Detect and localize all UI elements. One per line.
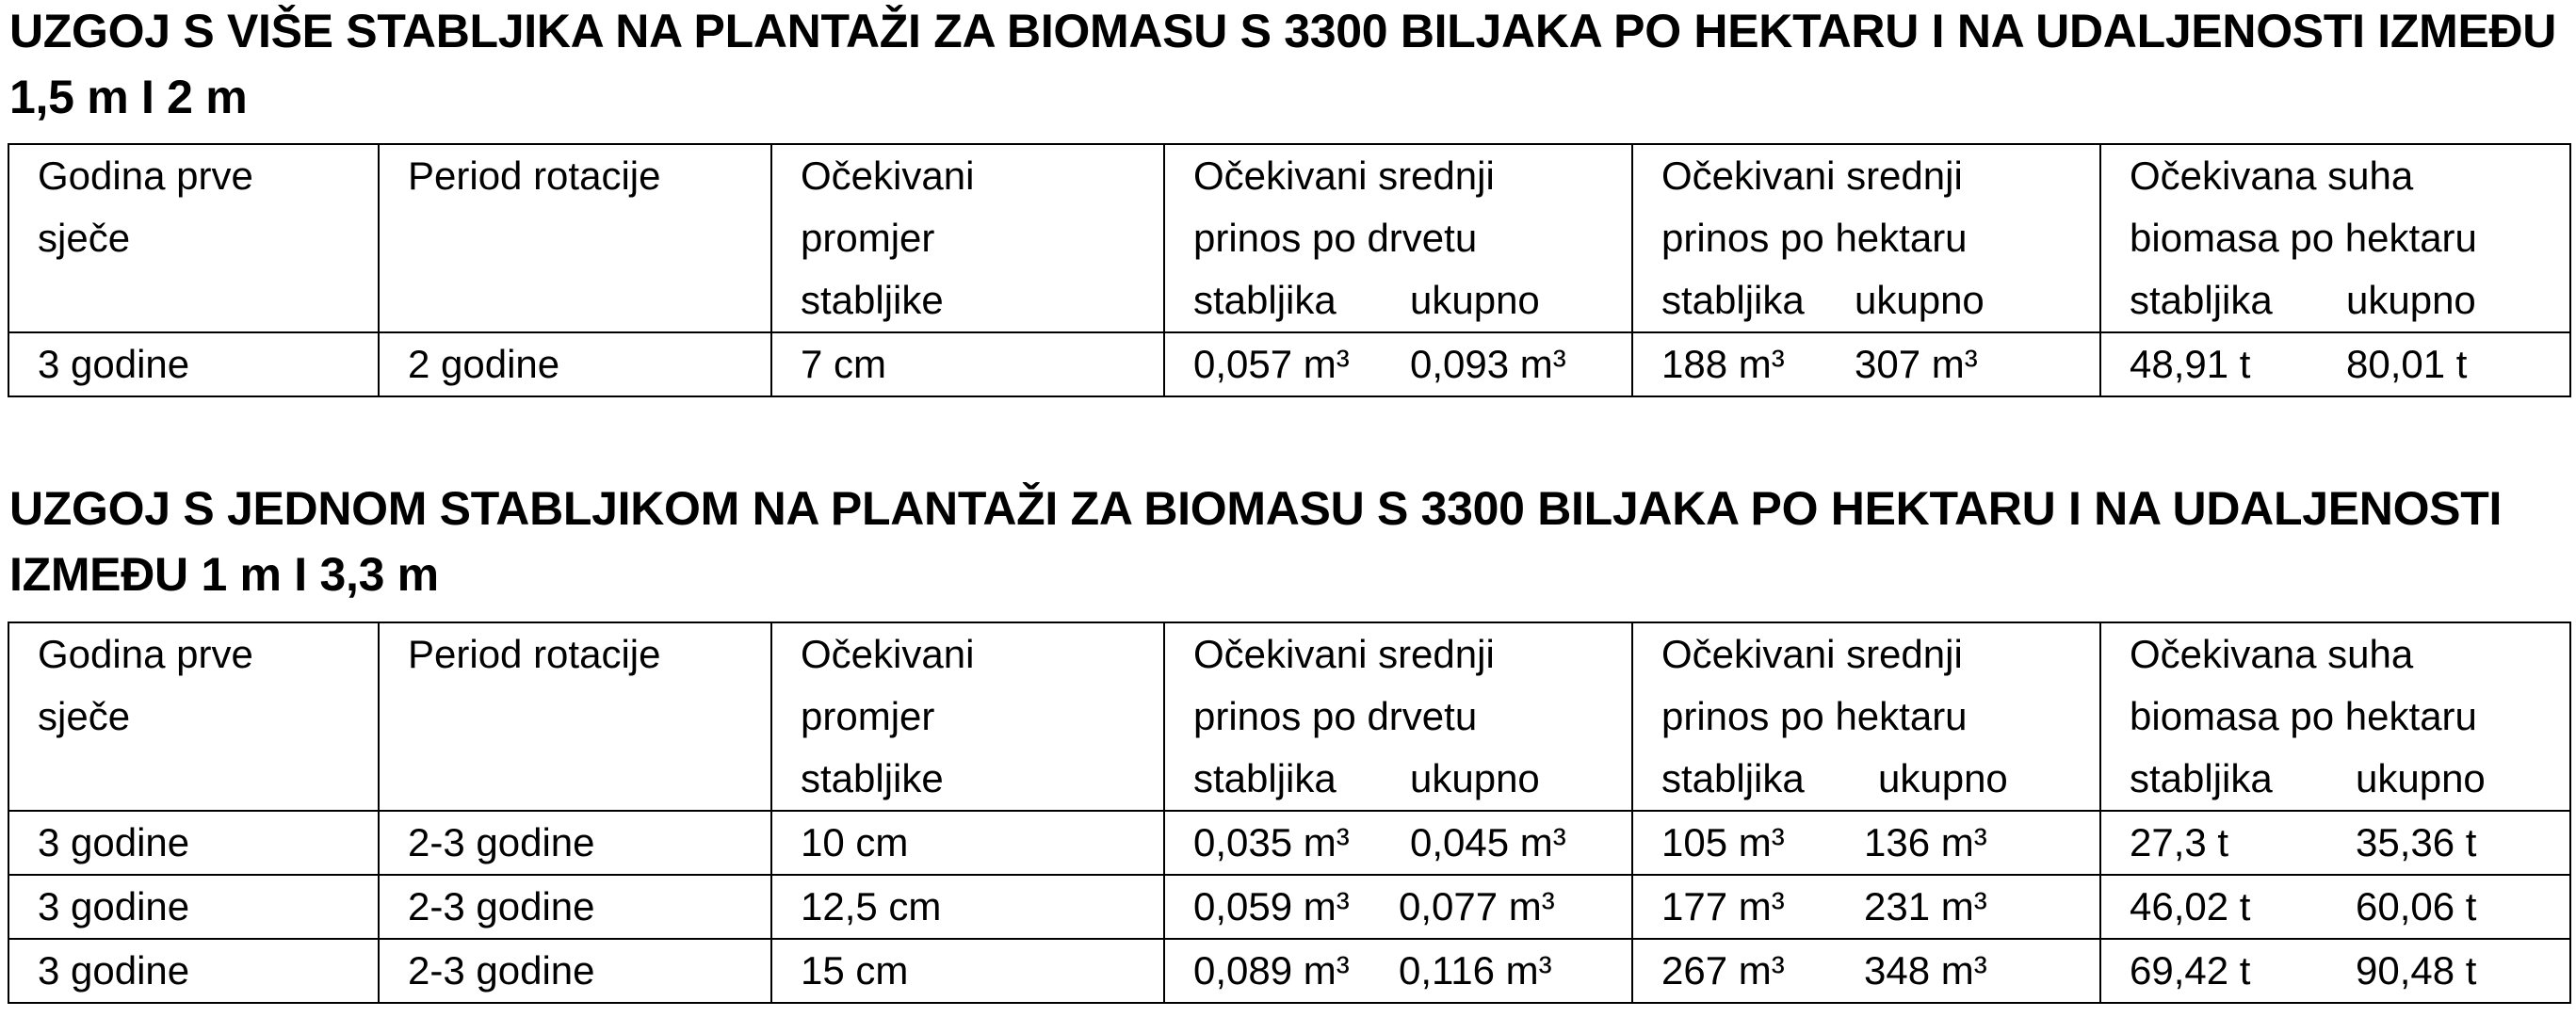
value-ukupno: 35,36 t: [2356, 820, 2477, 864]
cell-period: 2-3 godine: [379, 939, 771, 1003]
header-cell-biomasa: [2100, 622, 2570, 811]
value-stabljika: 0,057 m³: [1193, 342, 1350, 386]
value-ukupno: 231 m³: [1864, 884, 1987, 928]
header-text: prinos po hektaru: [1661, 694, 1968, 738]
value-ukupno: 136 m³: [1864, 820, 1987, 864]
header-text: prinos po drvetu: [1193, 694, 1478, 738]
subheader-stabljika: stabljika: [1193, 278, 1337, 322]
header-text: stabljike: [801, 756, 944, 800]
table-row: [8, 332, 2570, 396]
header-cell-godina: [8, 622, 379, 811]
value-stabljika: 0,059 m³: [1193, 884, 1350, 928]
value-ukupno: 0,045 m³: [1410, 820, 1566, 864]
cell-godina: 3 godine: [8, 939, 379, 1003]
header-cell-period: [379, 144, 771, 332]
header-cell-promjer: [771, 622, 1164, 811]
table-header-row: [8, 622, 2570, 811]
cell-godina: 3 godine: [8, 332, 379, 396]
subheader-ukupno: ukupno: [1878, 756, 2008, 800]
header-text: Period rotacije: [408, 632, 661, 676]
cell-period: 2-3 godine: [379, 811, 771, 875]
cell-promjer: 12,5 cm: [771, 875, 1164, 939]
cell-prinos-drvo: [1164, 811, 1632, 875]
cell-prinos-drvo: [1164, 939, 1632, 1003]
header-cell-godina: [8, 144, 379, 332]
subheader-ukupno: ukupno: [1410, 756, 1540, 800]
cell-godina: 3 godine: [8, 875, 379, 939]
subheader-ukupno: ukupno: [1410, 278, 1540, 322]
header-text: promjer: [801, 216, 935, 260]
header-text: biomasa po hektaru: [2130, 694, 2477, 738]
cell-biomasa: [2100, 939, 2570, 1003]
subheader-ukupno: ukupno: [1855, 278, 1985, 322]
header-subline: [1661, 748, 2099, 810]
cell-biomasa: [2100, 811, 2570, 875]
value-stabljika: 188 m³: [1661, 342, 1785, 386]
cell-godina: 3 godine: [8, 811, 379, 875]
table-row: [8, 939, 2570, 1003]
cell-promjer: 7 cm: [771, 332, 1164, 396]
header-cell-prinos-drvo: [1164, 144, 1632, 332]
value-ukupno: 0,116 m³: [1399, 948, 1552, 993]
value-stabljika: 46,02 t: [2130, 884, 2251, 928]
header-cell-biomasa: [2100, 144, 2570, 332]
subheader-stabljika: stabljika: [1661, 278, 1805, 322]
table-row: [8, 875, 2570, 939]
table-header-row: [8, 144, 2570, 332]
value-stabljika: 177 m³: [1661, 884, 1785, 928]
subheader-stabljika: stabljika: [2130, 756, 2273, 800]
header-text: sječe: [38, 216, 131, 260]
cell-prinos-hektar: [1632, 875, 2100, 939]
table-single-stem: [8, 622, 2571, 1004]
cell-prinos-hektar: [1632, 332, 2100, 396]
cell-biomasa: [2100, 875, 2570, 939]
value-ukupno: 307 m³: [1855, 342, 1978, 386]
header-text: Očekivana suha: [2130, 632, 2414, 676]
value-stabljika: 105 m³: [1661, 820, 1785, 864]
cell-prinos-hektar: [1632, 811, 2100, 875]
value-ukupno: 80,01 t: [2346, 342, 2468, 386]
header-cell-promjer: [771, 144, 1164, 332]
header-text: Očekivani srednji: [1193, 153, 1495, 198]
header-text: Očekivani srednji: [1661, 632, 1963, 676]
header-text: Očekivana suha: [2130, 153, 2414, 198]
value-stabljika: 48,91 t: [2130, 342, 2251, 386]
cell-prinos-drvo: [1164, 332, 1632, 396]
header-subline: [2130, 748, 2569, 810]
value-ukupno: 0,077 m³: [1399, 884, 1555, 928]
header-cell-period: [379, 622, 771, 811]
section-title-single-stem: UZGOJ S JEDNOM STABLJIKOM NA PLANTAŽI ZA BIOMASU S 3300 BILJAKA PO HEKTARU I NA UDALJENOSTI IZMEĐU 1 m I 3,3 m: [9, 482, 2503, 601]
cell-prinos-drvo: [1164, 875, 1632, 939]
header-text: Očekivani srednji: [1193, 632, 1495, 676]
header-text: Period rotacije: [408, 153, 661, 198]
value-stabljika: 27,3 t: [2130, 820, 2229, 864]
subheader-stabljika: stabljika: [1193, 756, 1337, 800]
cell-biomasa: [2100, 332, 2570, 396]
section-title-multi-stem: UZGOJ S VIŠE STABLJIKA NA PLANTAŽI ZA BIOMASU S 3300 BILJAKA PO HEKTARU I NA UDALJENOSTI IZMEĐU 1,5 m I 2 m: [9, 5, 2557, 123]
subheader-stabljika: stabljika: [1661, 756, 1805, 800]
header-subline: [1661, 269, 2099, 331]
value-stabljika: 267 m³: [1661, 948, 1785, 993]
subheader-ukupno: ukupno: [2346, 278, 2476, 322]
cell-period: 2-3 godine: [379, 875, 771, 939]
value-ukupno: 348 m³: [1864, 948, 1987, 993]
header-text: Očekivani srednji: [1661, 153, 1963, 198]
cell-promjer: 10 cm: [771, 811, 1164, 875]
value-ukupno: 60,06 t: [2356, 884, 2477, 928]
subheader-ukupno: ukupno: [2356, 756, 2486, 800]
header-cell-prinos-drvo: [1164, 622, 1632, 811]
subheader-stabljika: stabljika: [2130, 278, 2273, 322]
cell-period: 2 godine: [379, 332, 771, 396]
value-stabljika: 0,035 m³: [1193, 820, 1350, 864]
cell-prinos-hektar: [1632, 939, 2100, 1003]
value-stabljika: 0,089 m³: [1193, 948, 1350, 993]
header-text: promjer: [801, 694, 935, 738]
header-text: prinos po drvetu: [1193, 216, 1478, 260]
header-subline: [2130, 269, 2569, 331]
header-subline: [1193, 269, 1631, 331]
value-stabljika: 69,42 t: [2130, 948, 2251, 993]
value-ukupno: 90,48 t: [2356, 948, 2477, 993]
header-cell-prinos-hektar: [1632, 144, 2100, 332]
header-text: Očekivani: [801, 632, 975, 676]
header-text: sječe: [38, 694, 131, 738]
value-ukupno: 0,093 m³: [1410, 342, 1566, 386]
header-text: Godina prve: [38, 153, 253, 198]
header-text: Očekivani: [801, 153, 975, 198]
header-text: stabljike: [801, 278, 944, 322]
table-row: [8, 811, 2570, 875]
cell-promjer: 15 cm: [771, 939, 1164, 1003]
header-text: biomasa po hektaru: [2130, 216, 2477, 260]
table-multi-stem: [8, 143, 2571, 397]
header-text: Godina prve: [38, 632, 253, 676]
header-text: prinos po hektaru: [1661, 216, 1968, 260]
header-cell-prinos-hektar: [1632, 622, 2100, 811]
header-subline: [1193, 748, 1631, 810]
